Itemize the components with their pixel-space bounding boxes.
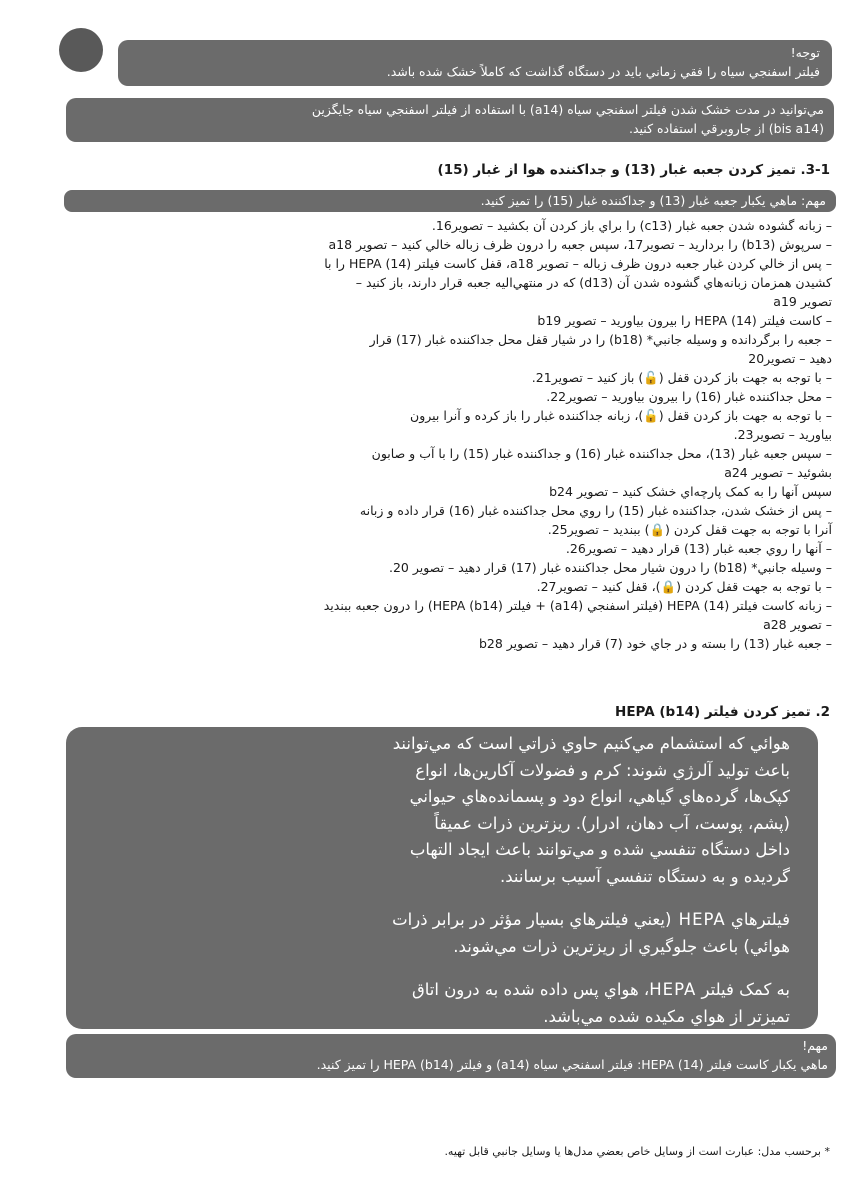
- note-line-2: (bis a14) از جاروبرقي استفاده کنید.: [628, 121, 824, 136]
- step-line: – زبانه گشوده شدن جعبه غبار (c13) را براي باز کردن آن بکشید – تصویر16.: [431, 218, 832, 233]
- info-line: هوائي که استشمام مي‌کنیم حاوي ذراتي است که مي‌توانند: [392, 734, 790, 753]
- step-line: – با توجه به جهت باز کردن قفل (🔓)، زبانه جداکننده غبار را باز کرده و آنرا بیرون: [410, 408, 832, 423]
- info-line: باعث تولید آلرژي شوند: کرم و فضولات آکارین‌ها، انواع: [415, 760, 790, 780]
- step-line: – سپس جعبه غبار (13)، محل جداکننده غبار (16) و جداکننده غبار (15) را با آب و صابون: [371, 446, 832, 461]
- step-line: کشیدن همزمان زبانه‌هاي گشوده شدن آن (d13) که در منتهي‌الیه جعبه قرار دارند، باز کنید –: [355, 275, 832, 290]
- step-line: – پس از خالي کردن غبار جعبه درون ظرف زباله – تصویر a18، قفل کاست فیلتر HEPA (14) را با: [324, 256, 832, 271]
- warning-box: [118, 40, 832, 86]
- section-2-important-box: [66, 1034, 836, 1078]
- section-1-important-box: [64, 190, 836, 212]
- decorative-circle: [59, 28, 103, 72]
- step-line: – آنها را روي جعبه غبار (13) قرار دهید – تصویر26.: [565, 541, 832, 556]
- info-line: هوائي) باعث جلوگیري از ریزترین ذرات مي‌شوند.: [453, 936, 790, 956]
- info-line: کپک‌ها، گرده‌هاي گیاهي، انواع دود و پسمانده‌هاي حیواني: [409, 787, 790, 806]
- info-line: فیلترهاي HEPA (یعني فیلترهاي بسیار مؤثر در برابر ذرات: [392, 910, 790, 929]
- paragraph-gap: [86, 890, 790, 907]
- step-line: – تصویر a28: [763, 617, 832, 632]
- info-line: به کمک فیلتر HEPA، هواي پس داده شده به درون اتاق: [411, 980, 790, 999]
- step-line: – پس از خشک شدن، جداکننده غبار (15) را روي محل جداکننده غبار (16) قرار داده و زبانه: [359, 503, 832, 518]
- section-1-important-text: مهم: ماهي یکبار جعبه غبار (13) و جداکننده غبار (15) را تميز کنید.: [480, 193, 826, 208]
- note-box: [66, 98, 834, 142]
- info-line: داخل دستگاه تنفسي شده و مي‌توانند باعث ایجاد التهاب: [409, 840, 790, 859]
- step-line: – با توجه به جهت قفل کردن (🔒)، قفل کنید – تصویر27.: [536, 579, 832, 594]
- step-line: – کاست فیلتر HEPA (14) را بیرون بیاورید – تصویر b19: [537, 313, 832, 328]
- step-line: دهید – تصویر20: [748, 351, 832, 366]
- note-line-1: مي‌توانید در مدت خشک شدن فیلتر اسفنجي سیاه (a14) با استفاده از فیلتر اسفنجي سیاه جایگزین: [311, 102, 824, 117]
- warning-title: توجه!: [790, 45, 820, 60]
- step-line: تصویر a19: [773, 294, 832, 309]
- info-line: (پشم، پوست، آب دهان، ادرار). ریزترین ذرات عمیقاً: [434, 813, 790, 833]
- footnote: * برحسب مدل: عبارت است از وسایل خاص بعضي مدل‌ها یا وسایل جانبي قابل تهیه.: [444, 1145, 830, 1158]
- step-line: بیاورید – تصویر23.: [733, 427, 832, 442]
- hepa-info-box: [66, 727, 818, 1029]
- step-line: – سرپوش (b13) را بردارید – تصویر17، سپس جعبه را درون ظرف زباله خالي کنید – تصویر a18: [328, 237, 832, 252]
- paragraph-gap: [86, 960, 790, 977]
- step-line: سپس آنها را به کمک پارچه‌اي خشک کنید – تصویر b24: [549, 484, 832, 499]
- step-line: – وسیله جانبي* (b18) را درون شیار محل جداکننده غبار (17) قرار دهید – تصویر 20.: [388, 560, 832, 575]
- step-line: بشوئید – تصویر a24: [724, 465, 832, 480]
- section-1-heading: 3-1. تميز کردن جعبه غبار (13) و جداکننده هوا از غبار (15): [437, 162, 830, 178]
- section-1-steps: [20, 216, 832, 653]
- step-line: – زبانه کاست فیلتر HEPA (14) (فیلتر اسفنجي (a14) + فیلتر HEPA (b14)) را درون جعبه ببندید: [323, 598, 832, 613]
- section-2-important-title: مهم!: [802, 1038, 828, 1053]
- step-line: – جعبه غبار (13) را بسته و در جاي خود (7) قرار دهید – تصویر b28: [478, 636, 832, 651]
- step-line: – با توجه به جهت باز کردن قفل (🔓) باز کنید – تصویر21.: [531, 370, 832, 385]
- info-line: گردیده و به دستگاه تنفسي آسیب برسانند.: [499, 866, 790, 886]
- step-line: – جعبه را برگردانده و وسیله جانبي* (b18) را در شیار قفل محل جداکننده غبار (17) قرار: [369, 332, 832, 347]
- step-line: آنرا با توجه به جهت قفل کردن (🔒) ببندید – تصویر25.: [547, 522, 832, 537]
- warning-text: فیلتر اسفنجي سیاه را فقي زماني باید در دستگاه گذاشت که کاملاً خشک شده باشد.: [386, 64, 820, 79]
- section-2-heading: 2. تميز کردن فیلتر HEPA (b14): [615, 704, 830, 720]
- section-2-important-text: ماهي یکبار کاست فیلتر HEPA (14): فیلتر اسفنجي سیاه (a14) و فیلتر HEPA (b14) را تميز کنید.: [316, 1057, 828, 1072]
- info-line: تمیزتر از هواي مکیده شده مي‌باشد.: [543, 1006, 790, 1026]
- step-line: – محل جداکننده غبار (16) را بیرون بیاورید – تصویر22.: [546, 389, 832, 404]
